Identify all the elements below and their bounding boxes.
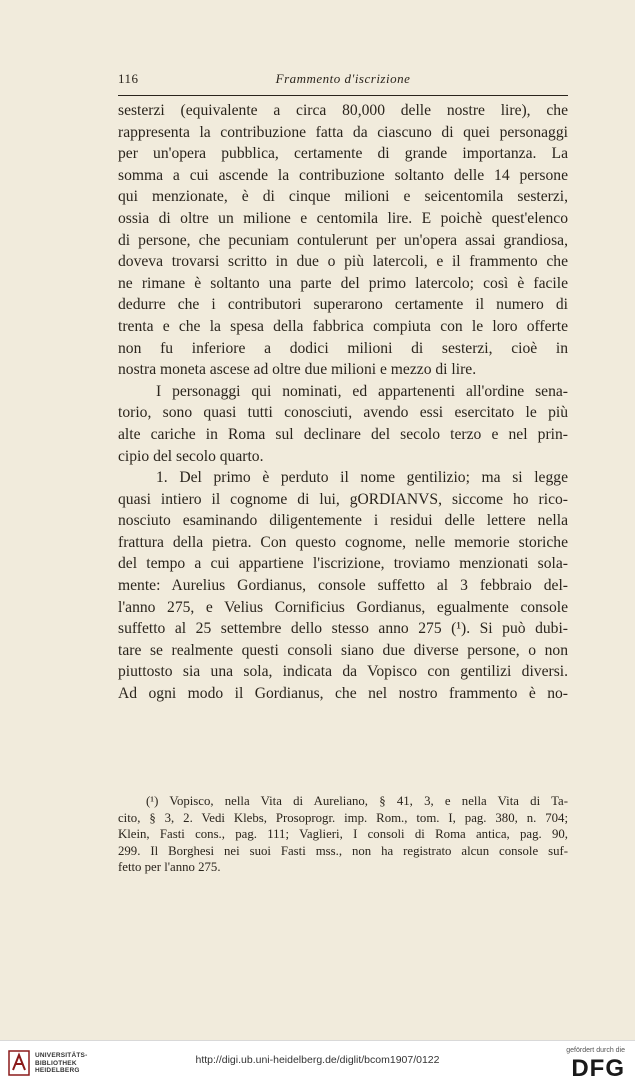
text-line: cipio del secolo quarto. (118, 447, 264, 465)
text-line: di persone, che pecuniam contulerunt per un'opera assai grandiosa, (118, 231, 568, 249)
text-line: nosciuto esaminando diligentemente i residui delle lettere nella (118, 512, 568, 530)
text-line: alte cariche in Roma sul declinare del secolo terzo e nel prin- (118, 425, 568, 443)
library-name-line: HEIDELBERG (35, 1067, 80, 1074)
running-head (118, 71, 568, 91)
text-line: ossia di oltre un milione e centomila lire. E poichè quest'elenco (118, 209, 568, 227)
text-line: rappresenta la contribuzione fatta da ciascuno di quei personaggi (118, 123, 568, 141)
text-line: suffetto al 25 settembre dello stesso anno 275 (¹). Si può dubi- (118, 620, 568, 638)
text-line: del tempo a cui appartiene l'iscrizione, troviamo menzionati sola- (118, 555, 568, 573)
text-line: mente: Aurelius Gordianus, console suffetto al 3 febbraio del- (118, 577, 568, 595)
text-line: non fu inferiore a dodici milioni di sesterzi, cioè in (118, 339, 568, 357)
footnote-line: (¹) Vopisco, nella Vita di Aureliano, § 41, 3, e nella Vita di Ta- (146, 794, 568, 808)
text-line: frattura della pietra. Con questo cognome, nelle memorie storiche (118, 533, 568, 551)
page-number: 116 (118, 71, 139, 86)
text-line: l'anno 275, e Velius Cornificius Gordianus, egualmente console (118, 598, 568, 616)
text-line: quasi intiero il cognome di lui, gORDIANVS, siccome ho rico- (118, 490, 568, 508)
text-line: doveva trovarsi scritto in due o più latercoli, e il frammento che (118, 253, 568, 271)
footnotes (118, 793, 568, 876)
header-rule (118, 95, 568, 96)
library-name-line: UNIVERSITÄTS- (35, 1052, 88, 1059)
text-line: somma a cui ascende la contribuzione soltanto delle 14 persone (118, 166, 568, 184)
library-name-line: BIBLIOTHEK (35, 1059, 77, 1067)
viewer-footer (0, 1040, 635, 1087)
dfg-logo[interactable]: DFG (571, 1055, 625, 1082)
body-text (118, 100, 568, 705)
footnote-line: 299. Il Borghesi nei suoi Fasti mss., non ha registrato alcun console suf- (118, 843, 568, 858)
text-line: tare se realmente questi consoli siano due diverse persone, o non (118, 641, 568, 659)
text-line: qui menzionate, è di cinque milioni e seicentomila sesterzi, (118, 188, 568, 206)
footnote-line: fetto per l'anno 275. (118, 860, 221, 875)
document-url-link[interactable]: http://digi.ub.uni-heidelberg.de/diglit/bcom1907/0122 (195, 1054, 440, 1066)
text-line: Ad ogni modo il Gordianus, che nel nostro frammento è no- (118, 685, 568, 703)
footnote-line: Klein, Fasti cons., pag. 111; Vaglieri, I consoli di Roma antica, pag. 90, (118, 827, 568, 842)
text-line: per un'opera pubblica, certamente di grande importanza. La (118, 145, 568, 163)
funder-caption: gefördert durch die (566, 1047, 625, 1054)
running-title: Frammento d'iscrizione (275, 71, 411, 86)
text-line: 1. Del primo è perduto il nome gentilizio; ma si legge (156, 469, 568, 487)
text-line: ne rimane è soltanto una parte del primo latercolo; così è facile (118, 274, 568, 292)
text-line: trenta e che la spesa della fabbrica compiuta con le loro offerte (118, 317, 568, 335)
text-line: nostra moneta ascese ad oltre due milioni e mezzo di lire. (118, 361, 477, 379)
footnote-line: cito, § 3, 2. Vedi Klebs, Prosoprogr. imp. Rom., tom. I, pag. 380, n. 704; (118, 810, 568, 825)
text-line: sesterzi (equivalente a circa 80,000 delle nostre lire), che (118, 102, 568, 119)
text-line: dedurre che i contributori superarono certamente il numero di (118, 296, 568, 314)
text-line: torio, sono quasi tutti conosciuti, avendo essi esercitato le più (118, 404, 568, 422)
text-line: piuttosto sia una sola, indicata da Vopisco con gentilizi diversi. (118, 663, 568, 681)
text-line: I personaggi qui nominati, ed appartenenti all'ordine sena- (156, 382, 568, 400)
